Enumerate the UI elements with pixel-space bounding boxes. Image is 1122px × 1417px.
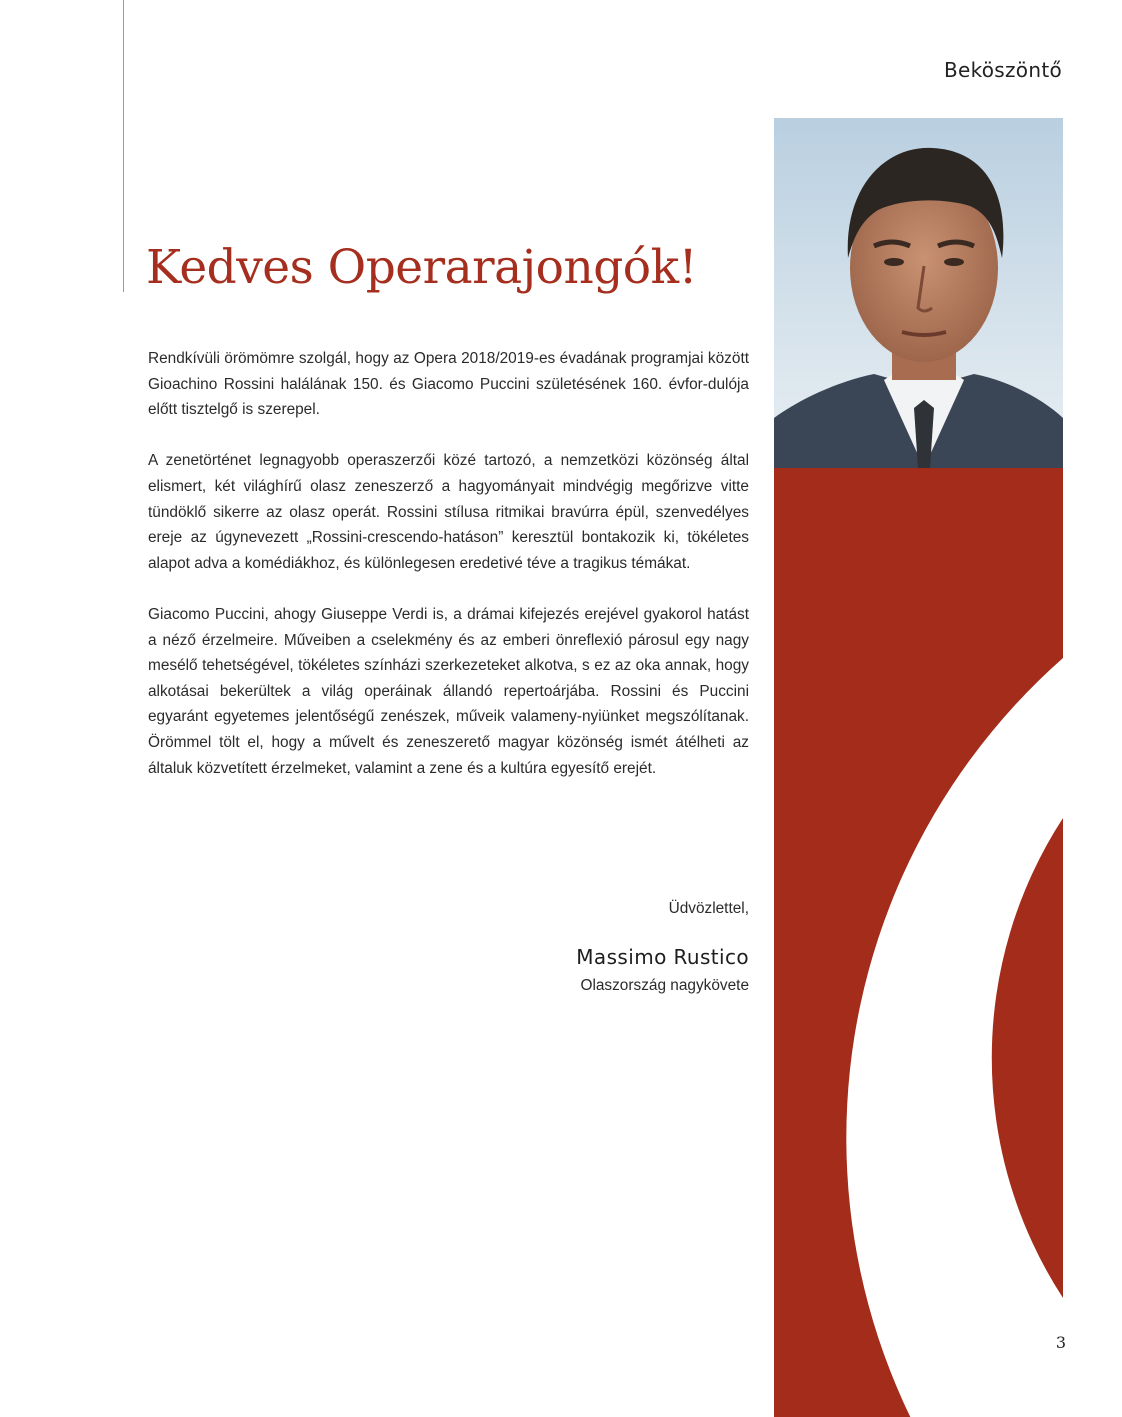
decorative-arc	[774, 468, 1063, 1417]
page-title: Kedves Operarajongók!	[146, 240, 697, 295]
paragraph-1: Rendkívüli örömömre szolgál, hogy az Opera 2018/2019-es évadának programjai között Gioachino Rossini halálának 150. és Giacomo Puccini születésének 160. évfor-dulója előtt tisztelgő is szerepel.	[148, 350, 749, 419]
section-label: Beköszöntő	[943, 58, 1062, 82]
paragraph-2: A zenetörténet legnagyobb operaszerzői közé tartozó, a nemzetközi közönség által elismert, két világhírű olasz zeneszerző a hagyományait mindvégig megőrizve vitte tündöklő sikerre az olasz operát. Rossini stílusa ritmikai bravúrra épül, szenvedélyes ereje az úgynevezett „Rossini-crescendo-hatáson” keresztül bontakozik ki, tökéletes alapot adva a komédiákhoz, és különlegesen eredetivé téve a tragikus témákat.	[148, 452, 749, 572]
signer-title: Olaszország nagykövete	[580, 977, 749, 994]
letter-body	[148, 346, 749, 807]
portrait-illustration	[774, 118, 1063, 468]
paragraph-3: Giacomo Puccini, ahogy Giuseppe Verdi is, a drámai kifejezés erejével gyakorol hatást a néző érzelmeire. Műveiben a cselekmény és az emberi önreflexió párosul egy nagy mesélő tehetségével, tökéletes színházi szerkezeteket alkotva, s ez az oka annak, hogy alkotásai bekerültek a világ operáinak állandó repertoárjába. Rossini és Puccini egyaránt egyetemes jelentőségű zenészek, műveik valameny-nyiünket megszólítanak. Örömmel tölt el, hogy a művelt és zeneszerető magyar közönség ismét átélheti az általuk közvetített érzelmeket, valamint a zene és a kultúra egyesítő erejét.	[148, 605, 749, 777]
portrait-photo	[774, 118, 1063, 468]
closing-greeting: Üdvözlettel,	[668, 900, 749, 917]
decorative-band	[774, 468, 1063, 1417]
signer-name: Massimo Rustico	[576, 945, 749, 969]
margin-rule	[123, 0, 124, 292]
page-number: 3	[1055, 1333, 1066, 1352]
